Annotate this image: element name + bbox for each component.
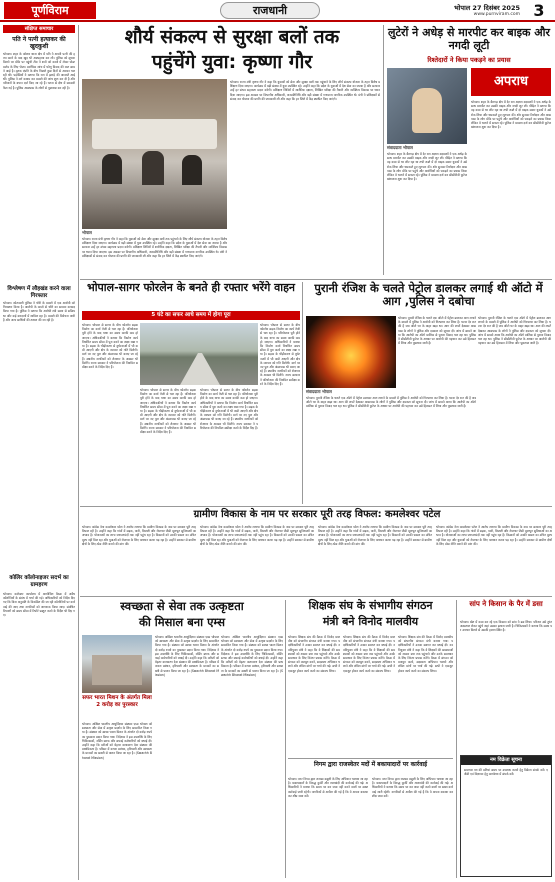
left-headline-1: पति ने पत्नी हत्याकर की खुदकुशी [12,36,66,50]
left-body-3: भोपाल। कलेक्टर कार्यालय में आयोजित बैठक में अवैध कॉलोनियों के संबंध में चर्चा की गई। अधिकारियों को निर्देश दिए गए कि बिना अनुमति के विकसित की जा रही कॉलोनियों पर कार्रवाई की जाए तथा नागरिकों को जागरूक किया जाए। संबंधित विभागों को समय सीमा में रिपोर्ट प्रस्तुत करने के निर्देश भी दिए गए। [3,592,75,618]
rural-body-3: भोपाल। कांग्रेस नेता कमलेश्वर पटेल ने आरोप लगाया कि ग्रामीण विकास के नाम पर सरकार पूरी तरह विफल रही है। उन्होंने कहा कि गांवों में सड़क, पानी, बिजली और रोजगार जैसी मूलभूत सुविधाओं का अभाव है। योजनाओं का लाभ जरूरतमंदों तक नहीं पहुंच रहा है। किसानों को उनकी फसल का उचित मूल्य नहीं मिल रहा और युवाओं को रोजगार के लिए पलायन करना पड़ रहा है। उन्होंने सरकार से ग्रामीण क्षेत्रों के लिए ठोस नीति बनाने की मांग की। [318,525,432,546]
main-story-body: भोपाल। राज्य मंत्री कृष्णा गौर ने कहा कि युवाओं को सेना और सुरक्षा बलों तक पहुंचाने के लिए शौर्य संकल्प योजना के तहत विशेष प्रशिक्षण दिया जाएगा। कार्यक्रम में बड़ी संख्या में युवा उपस्थित रहे। उन्होंने कहा कि प्रदेश के युवाओं में देश सेवा का जज्बा है और सरकार उन्हें हर संभव सहायता प्रदान करेगी। प्रशिक्षण शिविरों में शारीरिक दक्षता, लिखित परीक्षा की तैयारी और व्यक्तित्व विकास पर ध्यान दिया जाएगा। इस अवसर पर विभागीय अधिकारी, जनप्रतिनिधि और बड़ी संख्या में गणमान्य नागरिक उपस्थित थे। मंत्री ने प्रशिक्षकों से संवाद कर योजना की प्रगति की जानकारी ली और कहा कि हर जिले में केंद्र स्थापित किए जाएंगे। [230,80,380,101]
brief-news-label: संक्षिप्त समाचार [3,25,75,33]
nigam-body: भोपाल। नगर निगम द्वारा राजस्व वसूली के लिए अभियान चलाया जा रहा है। बकायादारों के विरुद्ध कुर्की और तालाबंदी की कार्रवाई की गई। अधिकारियों ने बताया कि समय पर कर जमा नहीं करने वालों पर सख्त कार्रवाई जारी रहेगी। नागरिकों से अपील की गई है कि वे अपना बकाया कर शीघ्र जमा करें। [288,777,368,798]
fourlane-body: भोपाल। भोपाल से सागर के बीच फोरलेन सड़क निर्माण का कार्य तेजी से चल रहा है। परियोजना पूरी होने के बाद यात्रा का समय काफी कम हो जाएगा। अधिकारियों ने बताया कि निर्माण कार्य निर्धारित समय सीमा में पूरा करने का लक्ष्य रखा गया है। सड़क के चौड़ीकरण से दुर्घटनाओं में भी कमी आएगी और क्षेत्र के व्यापार को गति मिलेगी। मार्ग पर नए पुल और अंडरपास भी बनाए जा रहे हैं। स्थानीय नागरिकों को रोजगार के अवसर भी मिलेंगे। राज्य सरकार ने परियोजना की नियमित समीक्षा करने के निर्देश दिए हैं। [82,323,138,370]
masthead [0,0,555,22]
brand-logo: पूर्णविराम [4,2,96,19]
crime-story-body-2: भोपाल। शहर के बैरागढ़ क्षेत्र में देर रात अज्ञात बदमाशों ने एक अधेड़ के साथ मारपीट कर उसकी बाइक और नगदी लूट ली। पीड़ित ने बताया कि वह काम से घर लौट रहा था तभी रास्ते में दो बाइक सवार युवकों ने उसे रोक लिया और धमकाते हुए लूटपाट की। शोर सुनकर रिश्तेदार और आसपास के लोग मौके पर पहुंचे और आरोपियों को पकड़ने का प्रयास किया लेकिन वे भागने में सफल रहे। पुलिस ने मामला दर्ज कर सीसीटीवी फुटेज खंगालना शुरू कर दिया है। [471,100,551,130]
teacher-body-2: भोपाल। शिक्षक संघ की बैठक में विनोद मालवीय को संभागीय संगठन मंत्री बनाया गया। पदाधिकारियों ने उनका स्वागत कर बधाई दी। नवनियुक्त मंत्री ने कहा कि वे शिक्षकों की समस्याओं को शासन स्तर तक पहुंचाने और उनके समाधान के लिए निरंतर प्रयास करेंगे। बैठक में संगठन को मजबूत करने, सदस्यता अभियान चलाने और लंबित मांगों पर चर्चा की गई। सभी ने एकजुट होकर कार्य करने का संकल्प लिया। [343,635,395,673]
aiims-headline-line1: स्वच्छता से सेवा तक उत्कृष्टता [120,599,244,613]
left-headline-3: कोलिर कॉलोनाइजर सदर्भ का ग्रामहरण [9,575,69,588]
crime-subheadline: रिश्तेदारों ने किया पकड़ने का प्रयास [427,56,511,64]
aiims-body-2: भोपाल। अखिल भारतीय आयुर्विज्ञान संस्थान एम्स भोपाल को स्वच्छता और सेवा में उत्कृष्ट प्रदर्शन के लिए सम्मानित किया गया है। संस्थान को स्वच्छ भारत मिशन के अंतर्गत दो करोड़ रुपये का पुरस्कार प्रदान किया गया। निदेशक ने इस उपलब्धि के लिए चिकित्सकों, नर्सिंग स्टाफ और सफाई कर्मचारियों को बधाई दी। उन्होंने कहा कि मरीजों को बेहतर वातावरण देना संस्थान की प्राथमिकता है। परिसर में कचरा प्रबंधन, हरियाली और स्वच्छता के मानकों का सख्ती से पालन किया जा रहा है। (Swachh Bharat Mission) [155,635,219,677]
website: www.purnviram.com [473,12,520,17]
crime-badge: अपराध [471,68,551,96]
fire-body-3: भोपाल। पुरानी रंजिश के चलते एक ऑटो में पेट्रोल डालकर आग लगाने के मामले में पुलिस ने आरोपी को गिरफ्तार कर लिया है। घटना देर रात की है जब ऑटो घर के बाहर खड़ा था। आग की लपटें देखकर आसपास के लोगों ने पुलिस और दमकल को सूचना दी। जांच में सामने आया कि आरोपी का ऑटो मालिक से पुराना विवाद चल रहा था। पुलिस ने सीसीटीवी फुटेज के आधार पर आरोपी की पहचान कर उसे हिरासत में लिया और पूछताछ जारी है। [306,396,476,409]
fourlane-body-2: भोपाल। भोपाल से सागर के बीच फोरलेन सड़क निर्माण का कार्य तेजी से चल रहा है। परियोजना पूरी होने के बाद यात्रा का समय काफी कम हो जाएगा। अधिकारियों ने बताया कि निर्माण कार्य निर्धारित समय सीमा में पूरा करने का लक्ष्य रखा गया है। सड़क के चौड़ीकरण से दुर्घटनाओं में भी कमी आएगी और क्षेत्र के व्यापार को गति मिलेगी। मार्ग पर नए पुल और अंडरपास भी बनाए जा रहे हैं। स्थानीय नागरिकों को रोजगार के अवसर भी मिलेंगे। राज्य सरकार ने परियोजना की नियमित समीक्षा करने के निर्देश दिए हैं। [140,388,196,435]
edition-date: भोपाल 27 दिसंबर 2025 [454,4,520,12]
teacher-headline-line2: मंत्री बने विनोद मालवीय [322,615,419,628]
teacher-body: भोपाल। शिक्षक संघ की बैठक में विनोद मालवीय को संभागीय संगठन मंत्री बनाया गया। पदाधिकारियों ने उनका स्वागत कर बधाई दी। नवनियुक्त मंत्री ने कहा कि वे शिक्षकों की समस्याओं को शासन स्तर तक पहुंचाने और उनके समाधान के लिए निरंतर प्रयास करेंगे। बैठक में संगठन को मजबूत करने, सदस्यता अभियान चलाने और लंबित मांगों पर चर्चा की गई। सभी ने एकजुट होकर कार्य करने का संकल्प लिया। [288,635,340,673]
meeting-photo-caption: भोपाल [82,230,92,235]
fourlane-body-4: भोपाल। भोपाल से सागर के बीच फोरलेन सड़क निर्माण का कार्य तेजी से चल रहा है। परियोजना पूरी होने के बाद यात्रा का समय काफी कम हो जाएगा। अधिकारियों ने बताया कि निर्माण कार्य निर्धारित समय सीमा में पूरा करने का लक्ष्य रखा गया है। सड़क के चौड़ीकरण से दुर्घटनाओं में भी कमी आएगी और क्षेत्र के व्यापार को गति मिलेगी। मार्ग पर नए पुल और अंडरपास भी बनाए जा रहे हैं। स्थानीय नागरिकों को रोजगार के अवसर भी मिलेंगे। राज्य सरकार ने परियोजना की नियमित समीक्षा करने के निर्देश दिए हैं। [260,323,300,386]
crime-photo [387,68,467,144]
teacher-body-3: भोपाल। शिक्षक संघ की बैठक में विनोद मालवीय को संभागीय संगठन मंत्री बनाया गया। पदाधिकारियों ने उनका स्वागत कर बधाई दी। नवनियुक्त मंत्री ने कहा कि वे शिक्षकों की समस्याओं को शासन स्तर तक पहुंचाने और उनके समाधान के लिए निरंतर प्रयास करेंगे। बैठक में संगठन को मजबूत करने, सदस्यता अभियान चलाने और लंबित मांगों पर चर्चा की गई। सभी ने एकजुट होकर कार्य करने का संकल्प लिया। [398,635,453,673]
crime-story-body: भोपाल। शहर के बैरागढ़ क्षेत्र में देर रात अज्ञात बदमाशों ने एक अधेड़ के साथ मारपीट कर उसकी बाइक और नगदी लूट ली। पीड़ित ने बताया कि वह काम से घर लौट रहा था तभी रास्ते में दो बाइक सवार युवकों ने उसे रोक लिया और धमकाते हुए लूटपाट की। शोर सुनकर रिश्तेदार और आसपास के लोग मौके पर पहुंचे और आरोपियों को पकड़ने का प्रयास किया लेकिन वे भागने में सफल रहे। पुलिस ने मामला दर्ज कर सीसीटीवी फुटेज खंगालना शुरू कर दिया है। [387,152,467,182]
teacher-headline-line1: शिक्षक संघ के संभागीय संगठन [308,599,433,612]
rural-body: भोपाल। कांग्रेस नेता कमलेश्वर पटेल ने आरोप लगाया कि ग्रामीण विकास के नाम पर सरकार पूरी तरह विफल रही है। उन्होंने कहा कि गांवों में सड़क, पानी, बिजली और रोजगार जैसी मूलभूत सुविधाओं का अभाव है। योजनाओं का लाभ जरूरतमंदों तक नहीं पहुंच रहा है। किसानों को उनकी फसल का उचित मूल्य नहीं मिल रहा और युवाओं को रोजगार के लिए पलायन करना पड़ रहा है। उन्होंने सरकार से ग्रामीण क्षेत्रों के लिए ठोस नीति बनाने की मांग की। [82,525,196,546]
aiims-photo-caption: सफर भारत मिशन के अंतर्गत मिला 2 करोड़ का पुरस्कार [82,695,152,708]
fire-headline: पुरानी रंजिश के चलते पेट्रोल डालकर लगाई थी ऑटो में आग ,पुलिस ने दबोचा [314,281,543,309]
fire-body-2: भोपाल। पुरानी रंजिश के चलते एक ऑटो में पेट्रोल डालकर आग लगाने के मामले में पुलिस ने आरोपी को गिरफ्तार कर लिया है। घटना देर रात की है जब ऑटो घर के बाहर खड़ा था। आग की लपटें देखकर आसपास के लोगों ने पुलिस और दमकल को सूचना दी। जांच में सामने आया कि आरोपी का ऑटो मालिक से पुराना विवाद चल रहा था। पुलिस ने सीसीटीवी फुटेज के आधार पर आरोपी की पहचान कर उसे हिरासत में लिया और पूछताछ जारी है। [478,316,551,346]
highway-photo [140,323,258,385]
fire-photo-caption: संवाददाता भोपाल [306,389,332,394]
notice-box-title: नम विक्रेता सूचना [461,756,551,765]
aiims-headline-line2: की मिसाल बना एम्स [138,615,226,629]
snake-body: भोपाल। खेत में काम कर रहे एक किसान को सांप ने डस लिया। परिजन उसे तुरंत अस्पताल लेकर पहुंचे जहां उसका इलाज जारी है। चिकित्सकों ने बताया कि समय पर उपचार मिलने से उसकी हालत स्थिर है। [460,620,552,633]
nigam-body-2: भोपाल। नगर निगम द्वारा राजस्व वसूली के लिए अभियान चलाया जा रहा है। बकायादारों के विरुद्ध कुर्की और तालाबंदी की कार्रवाई की गई। अधिकारियों ने बताया कि समय पर कर जमा नहीं करने वालों पर सख्त कार्रवाई जारी रहेगी। नागरिकों से अपील की गई है कि वे अपना बकाया कर शीघ्र जमा करें। [372,777,453,798]
rural-headline: ग्रामीण विकास के नाम पर सरकार पूरी तरह विफल: कमलेश्वर पटेल [193,509,441,520]
meeting-photo [82,79,227,229]
fire-body: भोपाल। पुरानी रंजिश के चलते एक ऑटो में पेट्रोल डालकर आग लगाने के मामले में पुलिस ने आरोपी को गिरफ्तार कर लिया है। घटना देर रात की है जब ऑटो घर के बाहर खड़ा था। आग की लपटें देखकर आसपास के लोगों ने पुलिस और दमकल को सूचना दी। जांच में सामने आया कि आरोपी का ऑटो मालिक से पुराना विवाद चल रहा था। पुलिस ने सीसीटीवी फुटेज के आधार पर आरोपी की पहचान कर उसे हिरासत में लिया और पूछताछ जारी है। [398,316,476,346]
notice-box [460,755,552,877]
aiims-body: भोपाल। अखिल भारतीय आयुर्विज्ञान संस्थान एम्स भोपाल को स्वच्छता और सेवा में उत्कृष्ट प्रदर्शन के लिए सम्मानित किया गया है। संस्थान को स्वच्छ भारत मिशन के अंतर्गत दो करोड़ रुपये का पुरस्कार प्रदान किया गया। निदेशक ने इस उपलब्धि के लिए चिकित्सकों, नर्सिंग स्टाफ और सफाई कर्मचारियों को बधाई दी। उन्होंने कहा कि मरीजों को बेहतर वातावरण देना संस्थान की प्राथमिकता है। परिसर में कचरा प्रबंधन, हरियाली और स्वच्छता के मानकों का सख्ती से पालन किया जा रहा है। (Swachh Bharat Mission) [82,722,152,760]
rural-body-2: भोपाल। कांग्रेस नेता कमलेश्वर पटेल ने आरोप लगाया कि ग्रामीण विकास के नाम पर सरकार पूरी तरह विफल रही है। उन्होंने कहा कि गांवों में सड़क, पानी, बिजली और रोजगार जैसी मूलभूत सुविधाओं का अभाव है। योजनाओं का लाभ जरूरतमंदों तक नहीं पहुंच रहा है। किसानों को उनकी फसल का उचित मूल्य नहीं मिल रहा और युवाओं को रोजगार के लिए पलायन करना पड़ रहा है। उन्होंने सरकार से ग्रामीण क्षेत्रों के लिए ठोस नीति बनाने की मांग की। [200,525,314,546]
left-body-2: भोपाल। कोतवाली पुलिस ने चोरी के मामले में एक आरोपी को गिरफ्तार किया है। आरोपी के कब्जे से चोरी का सामान बरामद किया गया है। पुलिस ने बताया कि आरोपी लंबे समय से सक्रिय था और कई वारदातों में शामिल रहा है। मामले की विवेचना जारी है और अन्य साथियों की तलाश की जा रही है। [3,301,75,322]
page-number: 3 [533,1,545,20]
snake-headline: सांप ने किसान के पैर में डसा [469,600,543,608]
section-title: राजधानी [220,2,320,19]
main-headline-line2: पहुंचेंगे युवा: कृष्णा गौर [151,51,313,73]
fire-photo [306,316,396,388]
crime-photo-caption: संवाददाता भोपाल [387,145,413,150]
main-headline-line1: शौर्य संकल्प से सुरक्षा बलों तक [124,26,340,48]
left-body-1: भोपाल। शहर के कोलार थाना क्षेत्र में पति ने अपनी पत्नी की हत्या करने के बाद खुद भी आत्महत्या कर ली। पुलिस को सूचना मिलने पर मौके पर पहुंची टीम ने शवों को कब्जे में लेकर पोस्टमार्टम के लिए भेजा। प्रारंभिक जांच में घरेलू विवाद की बात सामने आई है। मृतक दंपति के बीच पिछले कुछ दिनों से अनबन चल रही थी। पड़ोसियों ने बताया कि रात में झगड़े की आवाजें आई थीं। पुलिस ने मर्ग कायम कर मामले की जांच शुरू कर दी है और परिजनों के बयान दर्ज किए जा रहे हैं। घटना से क्षेत्र में सनसनी फैल गई है। पुलिस आसपास के लोगों से पूछताछ कर रही है। [3,52,75,90]
rural-body-4: भोपाल। कांग्रेस नेता कमलेश्वर पटेल ने आरोप लगाया कि ग्रामीण विकास के नाम पर सरकार पूरी तरह विफल रही है। उन्होंने कहा कि गांवों में सड़क, पानी, बिजली और रोजगार जैसी मूलभूत सुविधाओं का अभाव है। योजनाओं का लाभ जरूरतमंदों तक नहीं पहुंच रहा है। किसानों को उनकी फसल का उचित मूल्य नहीं मिल रहा और युवाओं को रोजगार के लिए पलायन करना पड़ रहा है। उन्होंने सरकार से ग्रामीण क्षेत्रों के लिए ठोस नीति बनाने की मांग की। [436,525,552,546]
left-headline-2: विश्लेषण में लौहखंड करने वाला गिरफ्तार [7,286,71,299]
crime-headline: लुटेरों ने अधेड़ से मारपीट कर बाइक और नगदी लूटी [388,26,550,52]
fourlane-headline: भोपाल-सागर फोरलेन के बनते ही रफ्तार भरेंगे वाहन [86,281,296,294]
nigam-headline: निगम द्वारा राजस्वेतर मदों में बकायादारों पर कार्रवाई [313,761,428,768]
fourlane-subheadline: 5 घंटे का सफर आधे समय में होगा पूरा [82,311,300,320]
fourlane-body-3: भोपाल। भोपाल से सागर के बीच फोरलेन सड़क निर्माण का कार्य तेजी से चल रहा है। परियोजना पूरी होने के बाद यात्रा का समय काफी कम हो जाएगा। अधिकारियों ने बताया कि निर्माण कार्य निर्धारित समय सीमा में पूरा करने का लक्ष्य रखा गया है। सड़क के चौड़ीकरण से दुर्घटनाओं में भी कमी आएगी और क्षेत्र के व्यापार को गति मिलेगी। मार्ग पर नए पुल और अंडरपास भी बनाए जा रहे हैं। स्थानीय नागरिकों को रोजगार के अवसर भी मिलेंगे। राज्य सरकार ने परियोजना की नियमित समीक्षा करने के निर्देश दिए हैं। [200,388,258,430]
aiims-body-3: भोपाल। अखिल भारतीय आयुर्विज्ञान संस्थान एम्स भोपाल को स्वच्छता और सेवा में उत्कृष्ट प्रदर्शन के लिए सम्मानित किया गया है। संस्थान को स्वच्छ भारत मिशन के अंतर्गत दो करोड़ रुपये का पुरस्कार प्रदान किया गया। निदेशक ने इस उपलब्धि के लिए चिकित्सकों, नर्सिंग स्टाफ और सफाई कर्मचारियों को बधाई दी। उन्होंने कहा कि मरीजों को बेहतर वातावरण देना संस्थान की प्राथमिकता है। परिसर में कचरा प्रबंधन, हरियाली और स्वच्छता के मानकों का सख्ती से पालन किया जा रहा है। (Swachh Bharat Mission) [221,635,283,677]
main-story-body-lower: भोपाल। राज्य मंत्री कृष्णा गौर ने कहा कि युवाओं को सेना और सुरक्षा बलों तक पहुंचाने के लिए शौर्य संकल्प योजना के तहत विशेष प्रशिक्षण दिया जाएगा। कार्यक्रम में बड़ी संख्या में युवा उपस्थित रहे। उन्होंने कहा कि प्रदेश के युवाओं में देश सेवा का जज्बा है और सरकार उन्हें हर संभव सहायता प्रदान करेगी। प्रशिक्षण शिविरों में शारीरिक दक्षता, लिखित परीक्षा की तैयारी और व्यक्तित्व विकास पर ध्यान दिया जाएगा। इस अवसर पर विभागीय अधिकारी, जनप्रतिनिधि और बड़ी संख्या में गणमान्य नागरिक उपस्थित थे। मंत्री ने प्रशिक्षकों से संवाद कर योजना की प्रगति की जानकारी ली और कहा कि हर जिले में केंद्र स्थापित किए जाएंगे। [82,237,227,258]
aiims-photo [82,635,152,693]
notice-box-body: समाचार पत्र की प्रतियां समय पर उपलब्ध कराने हेतु विक्रेता संपर्क करें। एजेंसी एवं विज्ञापन हेतु कार्यालय में संपर्क करें। [464,768,548,777]
